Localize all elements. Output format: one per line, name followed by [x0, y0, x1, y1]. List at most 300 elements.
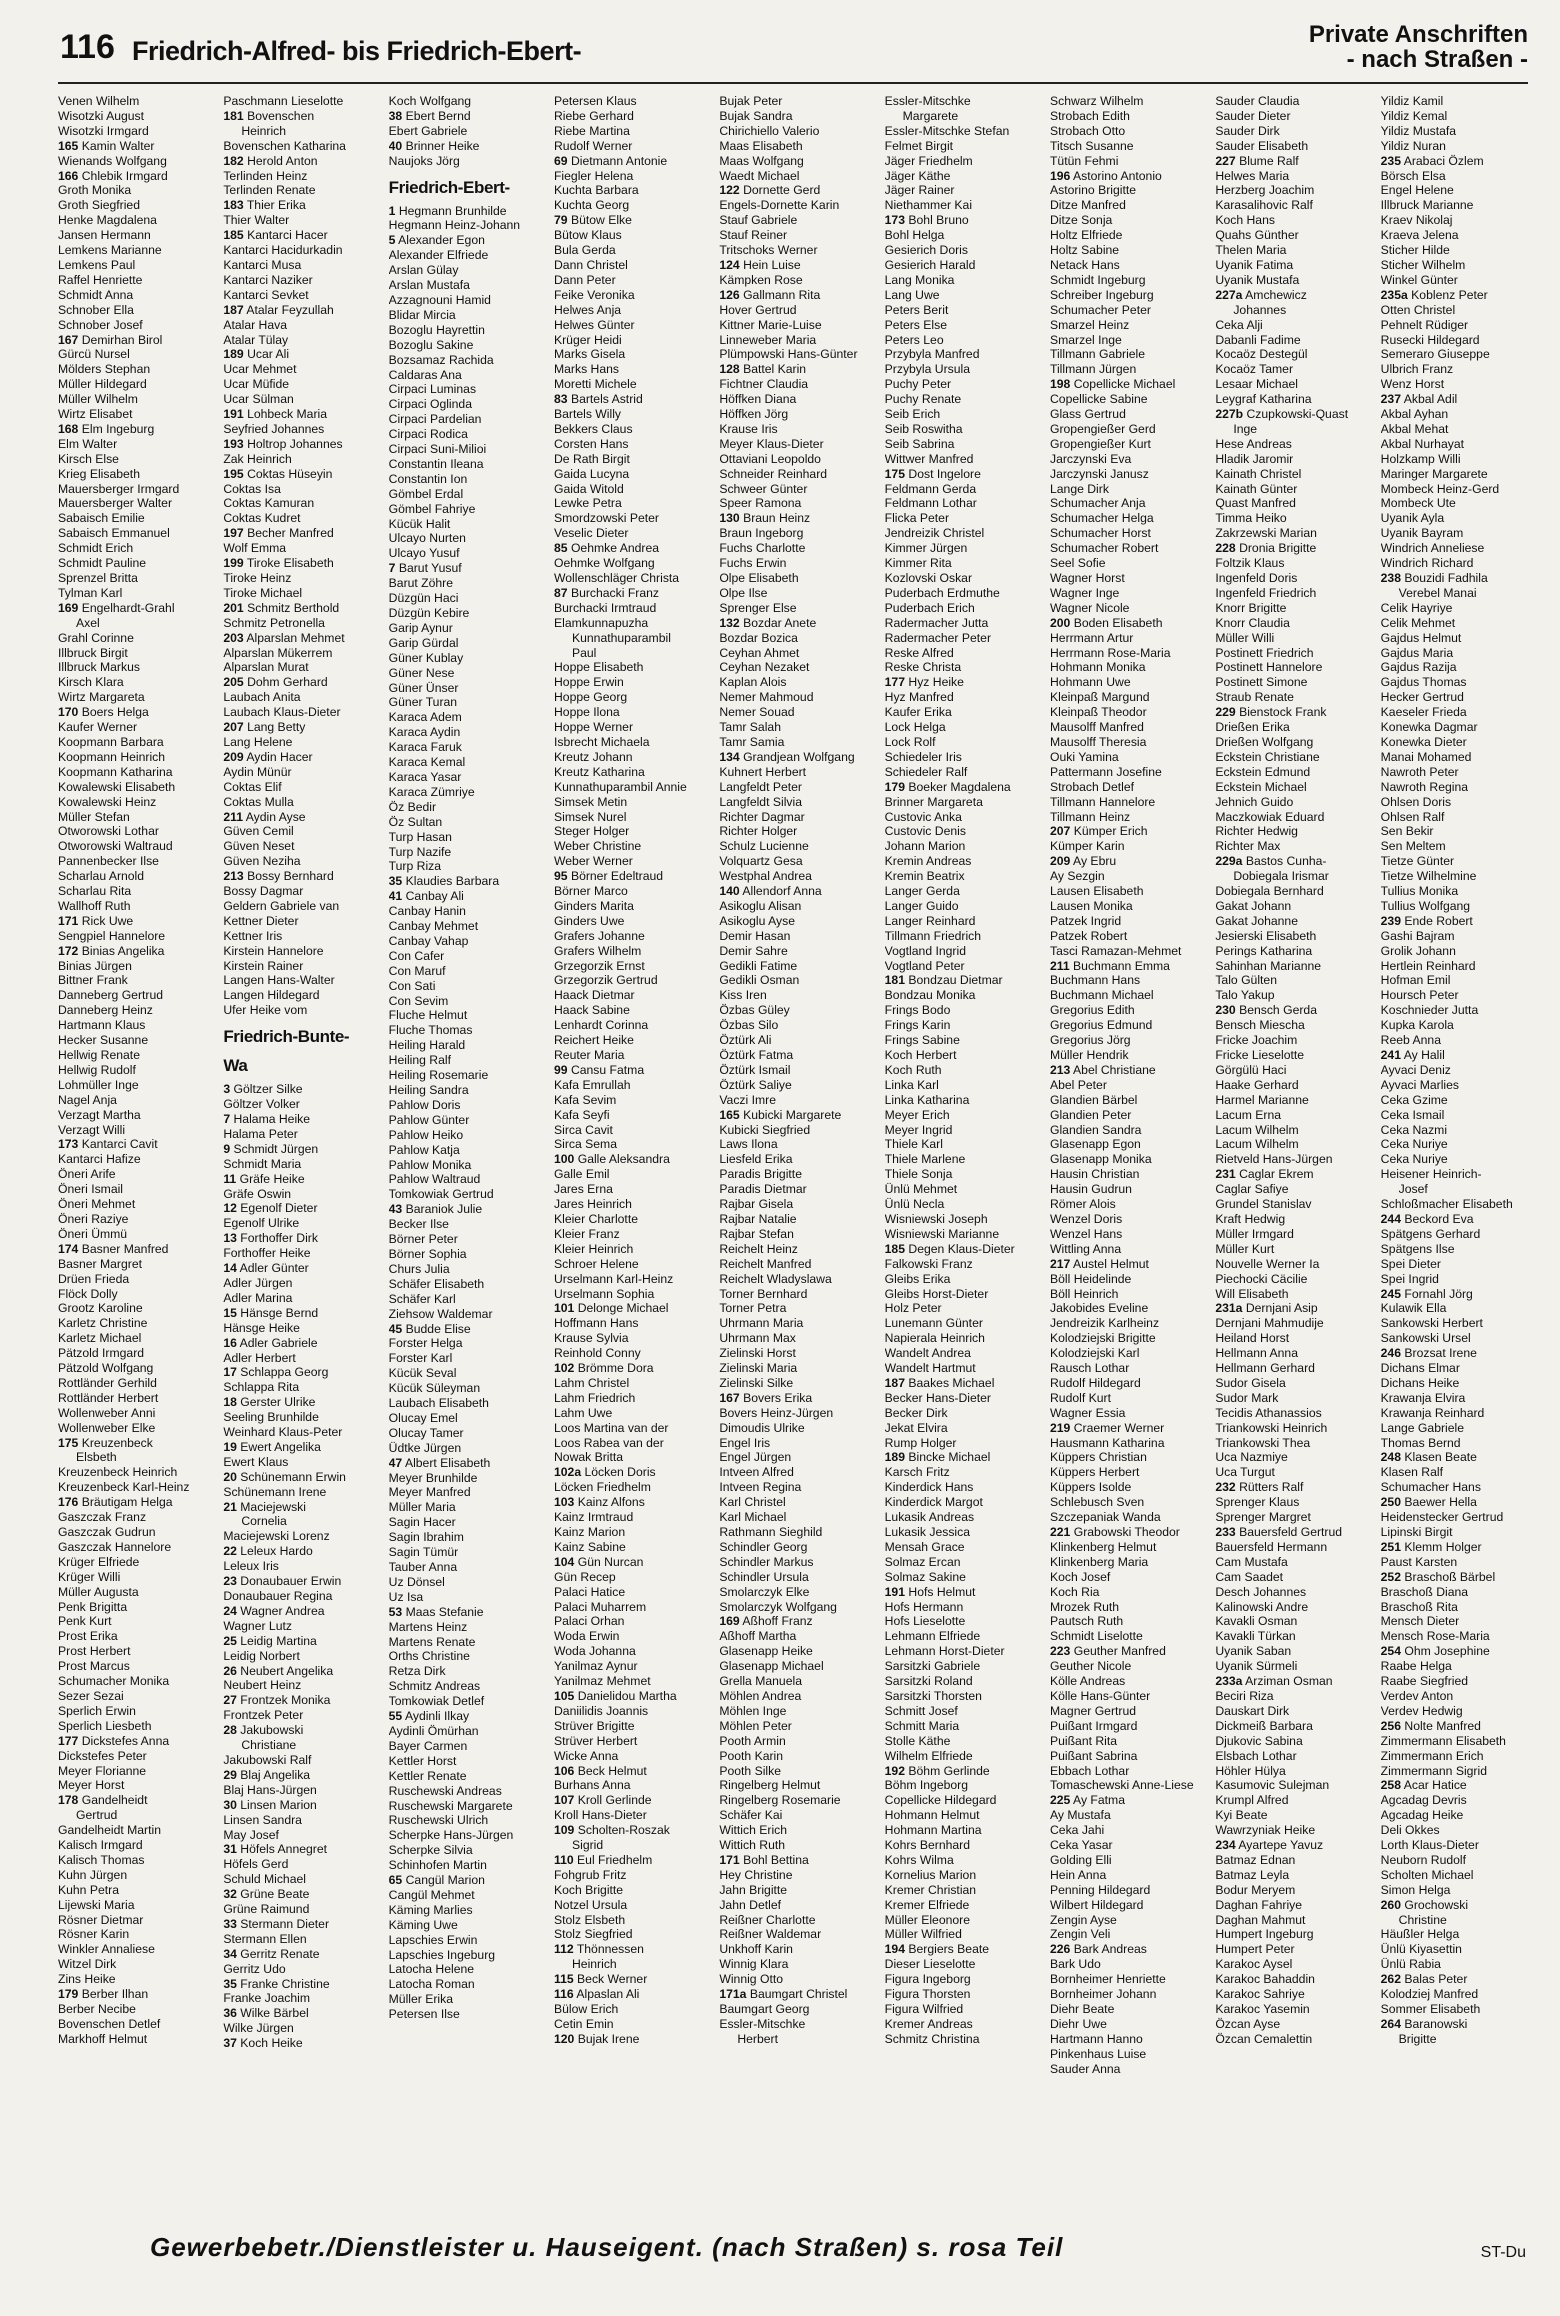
resident-name: Cirpaci Suni-Milioi: [388, 442, 487, 457]
house-number: 167: [719, 1390, 740, 1405]
resident-name: Tomkowiak Gertrud: [388, 1187, 494, 1202]
resident-name: Wollenschläger Christa: [553, 571, 680, 585]
list-item: [223, 1723, 370, 1738]
list-item: [1050, 288, 1197, 303]
resident-name: Frings Karin: [884, 1018, 951, 1033]
list-item: [58, 347, 205, 362]
list-item: [719, 1689, 866, 1704]
house-number: 115: [553, 1972, 574, 1987]
resident-name: Karakoc Yasemin: [1215, 2002, 1310, 2016]
resident-name: Strobach Edith: [1049, 108, 1130, 123]
resident-name: Hoppe Ilona: [553, 705, 620, 720]
list-item: [1215, 1346, 1362, 1361]
resident-name: Illbruck Marianne: [1380, 198, 1474, 213]
list-item: [885, 1376, 1032, 1391]
resident-name: Otworowski Waltraud: [58, 839, 173, 854]
resident-name: Pätzold Irmgard: [58, 1346, 145, 1361]
list-item: [554, 1152, 701, 1167]
resident-name: Berber Ilhan: [81, 1987, 149, 2002]
resident-name: Caglar Safiye: [1215, 1182, 1289, 1197]
list-item: [1050, 1018, 1197, 1033]
resident-name: Akbal Mehat: [1380, 421, 1449, 436]
list-item: [389, 1143, 536, 1158]
resident-name: Pahlow Günter: [388, 1112, 470, 1127]
resident-name: Heiling Sandra: [388, 1083, 469, 1097]
resident-name: Gerritz Udo: [223, 1961, 286, 1976]
list-item: [1050, 1167, 1197, 1182]
list-item: [719, 1346, 866, 1361]
list-item: [223, 169, 370, 184]
resident-name: Gedikli Fatime: [719, 958, 798, 973]
list-item: [1381, 988, 1528, 1003]
resident-name: Fohgrub Fritz: [553, 1867, 627, 1882]
resident-name: Kittner Marie-Luise: [719, 317, 822, 332]
resident-name: Adler Herbert: [223, 1350, 296, 1365]
house-number: 169: [719, 1614, 740, 1629]
list-item: [885, 571, 1032, 586]
resident-name: Kalisch Irmgard: [58, 1838, 143, 1853]
resident-name: Dietmann Antonie: [570, 153, 668, 168]
list-item: [1381, 1913, 1528, 1928]
list-item: [885, 660, 1032, 675]
list-item: [1381, 333, 1528, 348]
list-item: [1050, 646, 1197, 661]
list-item: [58, 795, 205, 810]
resident-name: Glandien Bärbel: [1049, 1092, 1138, 1107]
resident-name: Rathmann Sieghild: [719, 1525, 823, 1539]
list-item: [389, 382, 536, 397]
resident-name: Schmitz Petronella: [223, 615, 325, 630]
resident-name: Hoppe Erwin: [553, 675, 624, 690]
list-item: [554, 392, 701, 407]
list-item: [719, 1272, 866, 1287]
list-item: [389, 1799, 536, 1814]
list-item: [1215, 1182, 1362, 1197]
resident-name: Hohmann Helmut: [884, 1808, 980, 1823]
house-number: 27: [223, 1693, 237, 1708]
resident-name: Schindler Markus: [719, 1554, 814, 1569]
resident-name: Krause Sylvia: [553, 1331, 629, 1346]
list-item: [58, 511, 205, 526]
list-item: [1381, 1152, 1528, 1167]
list-item: [1050, 1391, 1197, 1406]
resident-name: Gräfe Heike: [239, 1171, 305, 1186]
resident-name: Sticher Wilhelm: [1380, 257, 1466, 272]
list-item: [1381, 1525, 1528, 1540]
resident-name: Atalar Feyzullah: [246, 302, 334, 317]
resident-name: Uyanik Sürmeli: [1215, 1659, 1298, 1674]
list-item: [1050, 333, 1197, 348]
list-item: [719, 1644, 866, 1659]
resident-name: Scherpke Hans-Jürgen: [388, 1828, 514, 1843]
list-item: [1215, 213, 1362, 228]
list-item: [554, 586, 701, 601]
list-item: [885, 183, 1032, 198]
house-number: 250: [1380, 1495, 1401, 1510]
list-item: [58, 1376, 205, 1391]
list-item: [389, 397, 536, 412]
list-item: [554, 616, 701, 631]
resident-name: Lunemann Günter: [884, 1316, 983, 1331]
resident-name: Zak Heinrich: [223, 451, 292, 466]
list-item: [1381, 586, 1528, 601]
list-item: [1215, 1853, 1362, 1868]
resident-name: Corsten Hans: [553, 436, 629, 451]
resident-name: Leidig Norbert: [223, 1648, 300, 1663]
list-item: [223, 124, 370, 139]
resident-name: Stermann Ellen: [223, 1931, 307, 1946]
list-item: [223, 839, 370, 854]
list-item: [1215, 824, 1362, 839]
directory-column: [719, 94, 866, 2224]
list-item: [223, 1977, 370, 1992]
list-item: [1050, 824, 1197, 839]
resident-name: Küppers Herbert: [1049, 1465, 1140, 1480]
list-item: [885, 1301, 1032, 1316]
resident-name: Bergiers Beate: [908, 1942, 990, 1957]
list-item: [554, 1823, 701, 1838]
resident-name: Höffken Diana: [719, 392, 797, 407]
resident-name: Petersen Klaus: [553, 94, 637, 108]
resident-name: Bincke Michael: [908, 1450, 991, 1465]
list-item: [1050, 392, 1197, 407]
list-item: [885, 318, 1032, 333]
list-item: [719, 675, 866, 690]
list-item: [719, 735, 866, 750]
list-item: [1050, 1585, 1197, 1600]
list-item: [1381, 169, 1528, 184]
list-item: [223, 1708, 370, 1723]
house-number: 244: [1380, 1211, 1401, 1226]
list-item: [1381, 183, 1528, 198]
list-item: [58, 646, 205, 661]
house-number: 176: [58, 1495, 79, 1510]
resident-name: Dernjani Asip: [1245, 1301, 1318, 1316]
list-item: [389, 531, 536, 546]
list-item: [223, 109, 370, 124]
list-item: [1381, 1957, 1528, 1972]
list-item: [719, 1540, 866, 1555]
list-item: [885, 1033, 1032, 1048]
list-item: [58, 1480, 205, 1495]
resident-name: Kantarci Naziker: [223, 272, 313, 287]
resident-name: Zielinski Silke: [719, 1375, 794, 1390]
resident-name: Gürcü Nursel: [58, 347, 130, 362]
list-item: [885, 1316, 1032, 1331]
list-item: [389, 1471, 536, 1486]
list-item: [58, 1987, 205, 2002]
resident-name: Schnober Josef: [58, 317, 143, 332]
resident-name: Hausmann Katharina: [1049, 1435, 1165, 1450]
list-item: [223, 705, 370, 720]
resident-name: Ucar Müfide: [223, 377, 290, 392]
list-item: [719, 467, 866, 482]
list-item: [223, 1231, 370, 1246]
list-item: [1381, 139, 1528, 154]
resident-name: Akbal Adil: [1403, 392, 1458, 407]
list-item: [1050, 616, 1197, 631]
resident-name: Ay Halil: [1403, 1048, 1445, 1062]
resident-name: Smarzel Heinz: [1049, 317, 1130, 332]
list-item: [1050, 810, 1197, 825]
resident-name: Börner Peter: [388, 1232, 458, 1247]
list-item: [389, 1202, 536, 1217]
resident-name: Uyanik Mustafa: [1215, 272, 1300, 287]
resident-name: Wolf Emma: [223, 541, 287, 556]
list-item: [1050, 1316, 1197, 1331]
list-item: [1381, 869, 1528, 884]
house-number: 211: [1049, 958, 1070, 973]
house-number: 38: [388, 108, 403, 123]
resident-name: Fichtner Claudia: [719, 377, 809, 392]
resident-name: Bula Gerda: [553, 243, 616, 258]
resident-name: Pannenbecker Ilse: [58, 854, 159, 869]
resident-name: Engels-Dornette Karin: [719, 198, 840, 213]
list-item: [885, 1913, 1032, 1928]
list-item: [1215, 1063, 1362, 1078]
resident-name: Lehmann Horst-Dieter: [884, 1644, 1005, 1659]
resident-name: Agcadag Devris: [1380, 1793, 1467, 1808]
list-item: [554, 1629, 701, 1644]
list-item: [554, 407, 701, 422]
resident-name: Kaufer Werner: [58, 720, 138, 735]
house-number: 227b: [1215, 407, 1244, 422]
resident-name: Woda Johanna: [553, 1644, 636, 1659]
resident-name: Krüger Heidi: [553, 332, 622, 347]
list-item: [554, 1898, 701, 1913]
resident-name: Wagner Lutz: [223, 1618, 292, 1633]
list-item: [885, 899, 1032, 914]
resident-name: Koch Ruth: [884, 1062, 942, 1077]
resident-name: Kavakli Osman: [1215, 1614, 1298, 1629]
resident-name: Grundel Stanislav: [1215, 1197, 1312, 1212]
house-number: 83: [553, 392, 568, 407]
resident-name: Cirpaci Luminas: [388, 382, 477, 397]
list-item: [719, 1764, 866, 1779]
resident-name: Desch Johannes: [1215, 1584, 1307, 1599]
resident-name: Gertrud: [76, 1808, 118, 1823]
resident-name: Sarsitzki Roland: [884, 1674, 973, 1689]
list-item: [389, 1500, 536, 1515]
list-item: [885, 1808, 1032, 1823]
list-item: [719, 1913, 866, 1928]
resident-name: Mensch Dieter: [1380, 1614, 1460, 1629]
resident-name: Petersen Ilse: [388, 2007, 460, 2022]
list-item: [389, 1545, 536, 1560]
resident-name: Kücük Seval: [388, 1366, 457, 1381]
list-item: [1381, 303, 1528, 318]
list-item: [1050, 1972, 1197, 1987]
resident-name: Dann Christel: [553, 257, 628, 272]
list-item: [1050, 720, 1197, 735]
list-item: [389, 517, 536, 532]
list-item: [389, 1158, 536, 1173]
resident-name: Wittich Ruth: [719, 1838, 786, 1853]
list-item: [58, 1033, 205, 1048]
list-item: [58, 258, 205, 273]
list-item: [554, 869, 701, 884]
list-item: [1381, 1808, 1528, 1823]
resident-name: Leidig Martina: [240, 1633, 317, 1648]
resident-name: Küppers Isolde: [1049, 1480, 1132, 1495]
resident-name: Grolik Johann: [1380, 943, 1456, 958]
page-title: Friedrich-Alfred- bis Friedrich-Ebert-: [132, 36, 582, 66]
house-number: 103: [553, 1495, 575, 1510]
resident-name: Constantin Ion: [388, 471, 468, 486]
list-item: [1381, 1629, 1528, 1644]
resident-name: Hänsge Bernd: [240, 1305, 319, 1320]
resident-name: Gashi Bajram: [1380, 928, 1455, 943]
resident-name: Grafers Johanne: [553, 928, 645, 943]
list-item: [885, 1719, 1032, 1734]
footer-note: Gewerbebetr./Dienstleister u. Hauseigent. (nach Straßen) s. rosa Teil: [150, 2232, 1064, 2262]
resident-name: Loos Martina van der: [553, 1420, 669, 1435]
resident-name: Inge: [1233, 421, 1258, 436]
list-item: [58, 243, 205, 258]
list-item: [223, 1634, 370, 1649]
resident-name: Jarczynski Janusz: [1049, 466, 1149, 481]
resident-name: Müller Hendrik: [1049, 1048, 1129, 1062]
list-item: [1381, 1778, 1528, 1793]
resident-name: Con Sati: [388, 978, 436, 993]
resident-name: Jäger Käthe: [884, 168, 951, 183]
resident-name: Schroer Helene: [553, 1256, 639, 1271]
resident-name: Linsen Marion: [240, 1797, 317, 1812]
list-item: [389, 1635, 536, 1650]
resident-name: Wawrzyniak Heike: [1215, 1823, 1316, 1838]
list-item: [1215, 1898, 1362, 1913]
list-item: [719, 1376, 866, 1391]
list-item: [1381, 1659, 1528, 1674]
list-item: [223, 1201, 370, 1216]
resident-name: Uyanik Ayla: [1380, 511, 1445, 526]
resident-name: Haack Sabine: [553, 1003, 630, 1018]
resident-name: Ohlsen Ralf: [1380, 809, 1445, 824]
resident-name: Verzagt Willi: [58, 1122, 126, 1137]
list-item: [1050, 1301, 1197, 1316]
list-item: [719, 1316, 866, 1331]
list-item: [1381, 1942, 1528, 1957]
list-item: [885, 1525, 1032, 1540]
list-item: [1050, 1048, 1197, 1063]
resident-name: Gaszczak Hannelore: [58, 1539, 172, 1554]
resident-name: Uhrmann Max: [719, 1331, 796, 1346]
list-item: [223, 1842, 370, 1857]
list-item: [554, 973, 701, 988]
resident-name: Eckstein Christiane: [1215, 749, 1320, 764]
list-item: [1381, 854, 1528, 869]
list-item: [389, 263, 536, 278]
list-item: [554, 347, 701, 362]
resident-name: Krüger Willi: [58, 1569, 121, 1584]
resident-name: Jakubowski: [240, 1723, 304, 1738]
resident-name: Strüver Herbert: [553, 1733, 638, 1748]
resident-name: Ohm Josephine: [1404, 1644, 1490, 1659]
resident-name: Boden Elisabeth: [1073, 615, 1163, 630]
list-item: [554, 1764, 701, 1779]
list-item: [1050, 1078, 1197, 1093]
resident-name: Penk Kurt: [58, 1614, 112, 1629]
list-item: [719, 1614, 866, 1629]
resident-name: Hänsge Heike: [223, 1320, 300, 1335]
resident-name: Jares Heinrich: [553, 1197, 632, 1212]
list-item: [58, 571, 205, 586]
resident-name: Thiele Sonja: [884, 1167, 953, 1182]
list-item: [223, 1529, 370, 1544]
resident-name: Pätzold Wolfgang: [58, 1361, 154, 1376]
house-number: 175: [884, 466, 905, 481]
list-item: [58, 1257, 205, 1272]
resident-name: Wilbert Hildegard: [1049, 1897, 1144, 1912]
list-item: [223, 1261, 370, 1276]
resident-name: Ünlü Rabia: [1380, 1957, 1441, 1972]
list-item: [1381, 660, 1528, 675]
resident-name: Spei Dieter: [1380, 1256, 1441, 1271]
list-item: [58, 1823, 205, 1838]
list-item: [58, 1749, 205, 1764]
house-number: 225: [1049, 1793, 1071, 1808]
list-item: [554, 273, 701, 288]
list-item: [719, 109, 866, 124]
list-item: [223, 1157, 370, 1172]
list-item: [1050, 1197, 1197, 1212]
list-item: [1381, 377, 1528, 392]
resident-name: Nolte Manfred: [1404, 1718, 1481, 1733]
list-item: [223, 1574, 370, 1589]
resident-name: Sperlich Liesbeth: [58, 1718, 152, 1733]
resident-name: Celik Mehmet: [1380, 615, 1456, 630]
list-item: [1381, 1644, 1528, 1659]
resident-name: Gedikli Osman: [719, 973, 800, 988]
list-item: [554, 213, 701, 228]
resident-name: Lohmüller Inge: [58, 1077, 139, 1092]
house-number: 140: [719, 884, 740, 899]
list-item: [885, 1883, 1032, 1898]
list-item: [1381, 1614, 1528, 1629]
list-item: [1050, 1108, 1197, 1123]
list-item: [389, 457, 536, 472]
resident-name: Humpert Peter: [1215, 1942, 1295, 1957]
list-item: [1381, 1734, 1528, 1749]
resident-name: Langen Hans-Walter: [223, 973, 335, 988]
resident-name: Karletz Michael: [58, 1331, 142, 1346]
resident-name: Wicke Anna: [553, 1748, 619, 1763]
resident-name: Höfels Annegret: [240, 1842, 328, 1857]
list-item: [1381, 1331, 1528, 1346]
resident-name: Geuther Manfred: [1073, 1644, 1166, 1659]
list-item: [389, 1873, 536, 1888]
list-item: [1215, 1749, 1362, 1764]
house-number: 174: [58, 1241, 79, 1256]
list-item: [554, 1137, 701, 1152]
list-item: [389, 1888, 536, 1903]
resident-name: Lehmann Elfriede: [884, 1629, 981, 1644]
list-item: [223, 1470, 370, 1485]
list-item: [554, 198, 701, 213]
list-item: [1050, 437, 1197, 452]
list-item: [1215, 273, 1362, 288]
list-item: [58, 1018, 205, 1033]
resident-name: Yildiz Nuran: [1380, 138, 1446, 153]
resident-name: Leygraf Katharina: [1215, 392, 1312, 407]
list-item: [223, 437, 370, 452]
list-item: [389, 1038, 536, 1053]
list-item: [1050, 1719, 1197, 1734]
resident-name: Brigitte: [1398, 2031, 1437, 2046]
list-item: [719, 1778, 866, 1793]
resident-name: Meyer Brunhilde: [388, 1470, 478, 1485]
resident-name: Mausolff Manfred: [1049, 720, 1144, 735]
